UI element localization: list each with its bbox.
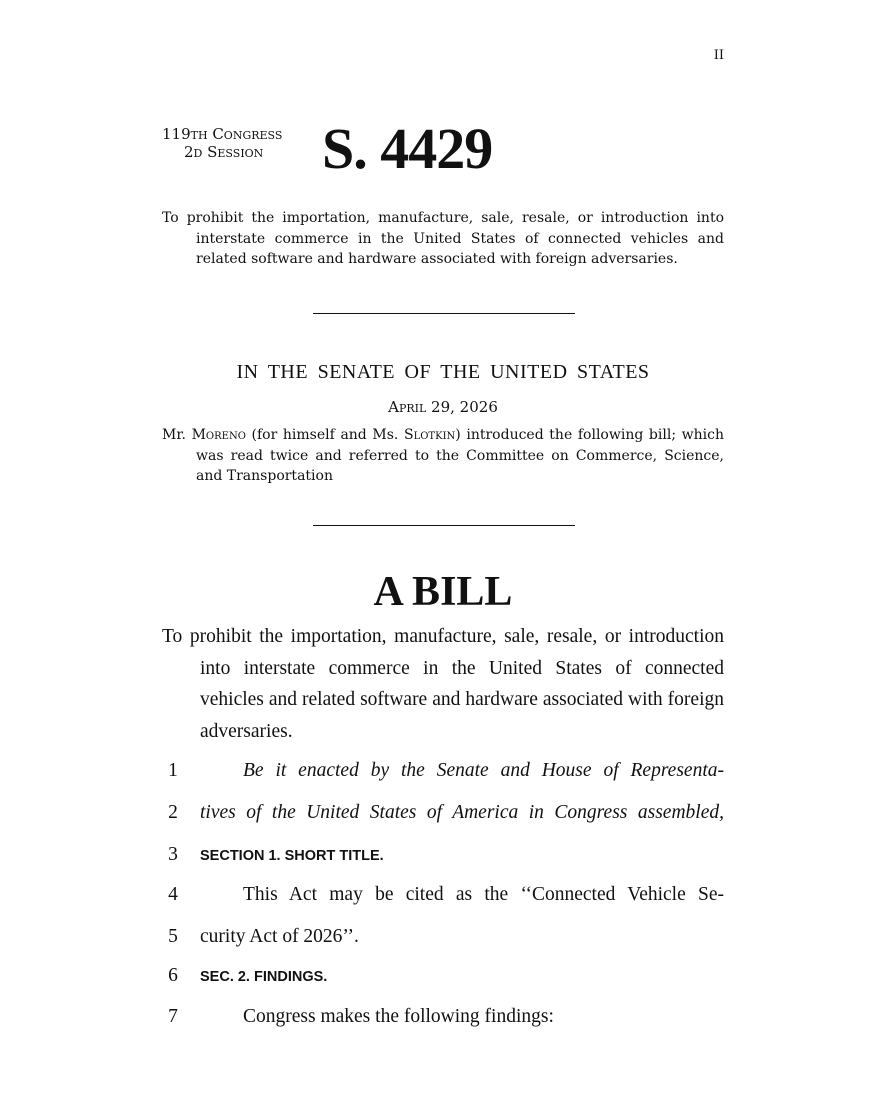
purpose-summary: To prohibit the importation, manufacture, sale, resale, or introduction into interstate commerce in the United States of connected vehicles and related software and hardware associated with foreign adversaries. bbox=[162, 210, 724, 267]
line-number: 5 bbox=[168, 926, 178, 947]
divider-rule-top bbox=[313, 313, 575, 314]
bill-line bbox=[162, 844, 724, 874]
line-number: 7 bbox=[168, 1006, 178, 1027]
sponsor-name: Moreno bbox=[191, 427, 246, 443]
introduction-statement bbox=[162, 425, 724, 487]
line-text: tives of the United States of America in Congress assembled, bbox=[200, 802, 724, 823]
bill-number: S. 4429 bbox=[322, 116, 493, 181]
page-marker: II bbox=[713, 48, 724, 63]
bill-line bbox=[162, 1006, 724, 1036]
session-number: 2d Session bbox=[184, 143, 264, 161]
bill-line bbox=[162, 802, 724, 832]
bill-title: A BILL bbox=[373, 569, 513, 615]
purpose-long-title: To prohibit the importation, manufacture, sale, resale, or introduction into interstate commerce in the United States of connected vehicles and related software and hardware associated with foreign adversaries. bbox=[162, 626, 724, 742]
divider-rule-bottom bbox=[313, 525, 575, 526]
line-text: This Act may be cited as the ‘‘Connected Vehicle Se- bbox=[243, 884, 724, 905]
bill-line bbox=[162, 965, 724, 995]
congress-session-block bbox=[162, 125, 282, 161]
bill-line bbox=[162, 884, 724, 914]
intro-rest: ) introduced the following bill; which was read twice and referred to the Committee on Commerce, Science, and Transportation bbox=[196, 427, 725, 484]
bill-line bbox=[162, 926, 724, 956]
intro-prefix: Mr. bbox=[162, 427, 192, 443]
line-text: Be it enacted by the Senate and House of Representa- bbox=[243, 760, 724, 781]
line-number: 4 bbox=[168, 884, 178, 905]
line-number: 3 bbox=[168, 844, 178, 865]
bill-line bbox=[162, 760, 724, 790]
line-text: Congress makes the following findings: bbox=[243, 1006, 554, 1027]
section-heading: SEC. 2. FINDINGS. bbox=[200, 969, 328, 985]
cosponsor-name: Slotkin bbox=[404, 427, 456, 443]
intro-mid: (for himself and Ms. bbox=[245, 427, 404, 443]
line-number: 2 bbox=[168, 802, 178, 823]
chamber-heading: IN THE SENATE OF THE UNITED STATES bbox=[236, 361, 650, 383]
line-text: curity Act of 2026’’. bbox=[200, 926, 359, 947]
line-number: 6 bbox=[168, 965, 178, 986]
section-heading: SECTION 1. SHORT TITLE. bbox=[200, 848, 384, 864]
line-number: 1 bbox=[168, 760, 178, 781]
congress-number: 119th Congress bbox=[162, 125, 283, 143]
introduction-date: April 29, 2026 bbox=[388, 398, 498, 416]
